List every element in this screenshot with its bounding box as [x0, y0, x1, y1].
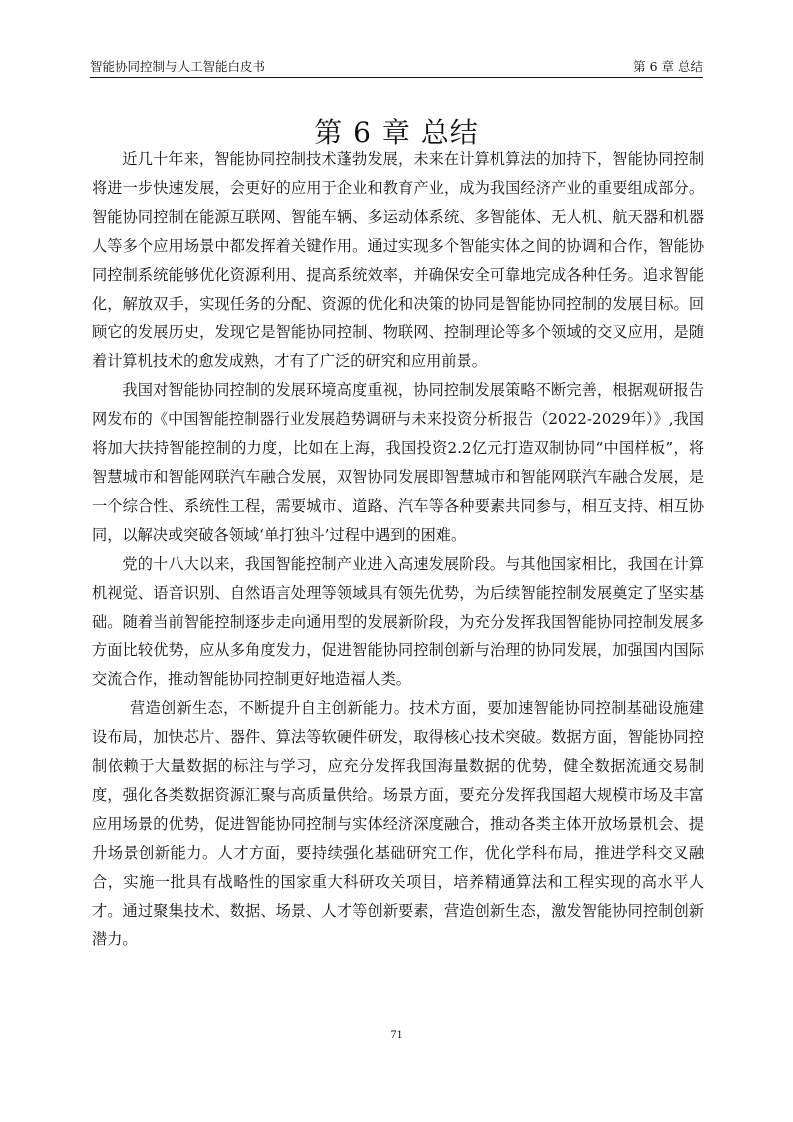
running-header	[90, 55, 703, 78]
header-book-title: 智能协同控制与人工智能白皮书	[90, 59, 266, 74]
header-chapter-label: 第 6 章 总结	[633, 59, 703, 74]
paragraph: 党的十八大以来，我国智能控制产业进入高速发展阶段。与其他国家相比，我国在计算机视觉、语音识别、自然语言处理等领域具有领先优势，为后续智能控制发展奠定了坚实基础。随着当前智能控制逐步走向通用型的发展新阶段，为充分发挥我国智能协同控制发展多方面比较优势，应从多角度发力，促进智能协同控制创新与治理的协同发展，加强国内国际交流合作，推动智能协同控制更好地造福人类。	[92, 554, 704, 689]
paragraph: 营造创新生态，不断提升自主创新能力。技术方面，要加速智能协同控制基础设施建设布局，加快芯片、器件、算法等软硬件研发，取得核心技术突破。数据方面，智能协同控制依赖于大量数据的标注与学习，应充分发挥我国海量数据的优势，健全数据流通交易制度，强化各类数据资源汇聚与高质量供给。场景方面，要充分发挥我国超大规模市场及丰富应用场景的优势，促进智能协同控制与实体经济深度融合，推动各类主体开放场景机会、提升场景创新能力。人才方面，要持续强化基础研究工作，优化学科布局，推进学科交叉融合，实施一批具有战略性的国家重大科研攻关项目，培养精通算法和工程实现的高水平人才。通过聚集技术、数据、场景、人才等创新要素，营造创新生态，激发智能协同控制创新潜力。	[92, 699, 704, 949]
paragraph: 近几十年来，智能协同控制技术蓬勃发展，未来在计算机算法的加持下，智能协同控制将进一步快速发展，会更好的应用于企业和教育产业，成为我国经济产业的重要组成部分。智能协同控制在能源互联网、智能车辆、多运动体系统、多智能体、无人机、航天器和机器人等多个应用场景中都发挥着关键作用。通过实现多个智能实体之间的协调和合作，智能协同控制系统能够优化资源利用、提高系统效率，并确保安全可靠地完成各种任务。追求智能化，解放双手，实现任务的分配、资源的优化和决策的协同是智能协同控制的发展目标。回顾它的发展历史，发现它是智能协同控制、物联网、控制理论等多个领域的交叉应用，是随着计算机技术的愈发成熟，才有了广泛的研究和应用前景。	[92, 150, 704, 371]
page-number: 71	[390, 1027, 403, 1041]
chapter-title: 第 6 章 总结	[314, 115, 479, 149]
body-text	[92, 145, 704, 954]
paragraph: 我国对智能协同控制的发展环境高度重视，协同控制发展策略不断完善，根据观研报告网发布的《中国智能控制器行业发展趋势调研与未来投资分析报告（2022-2029年）》,我国将加大扶持智能控制的力度，比如在上海，我国投资2.2亿元打造双制协同“中国样板”，将智慧城市和智能网联汽车融合发展，双智协同发展即智慧城市和智能网联汽车融合发展，是一个综合性、系统性工程，需要城市、道路、汽车等各种要素共同参与，相互支持、相互协同，以解决或突破各领域‘单打独斗’过程中遇到的困难。	[92, 381, 704, 544]
